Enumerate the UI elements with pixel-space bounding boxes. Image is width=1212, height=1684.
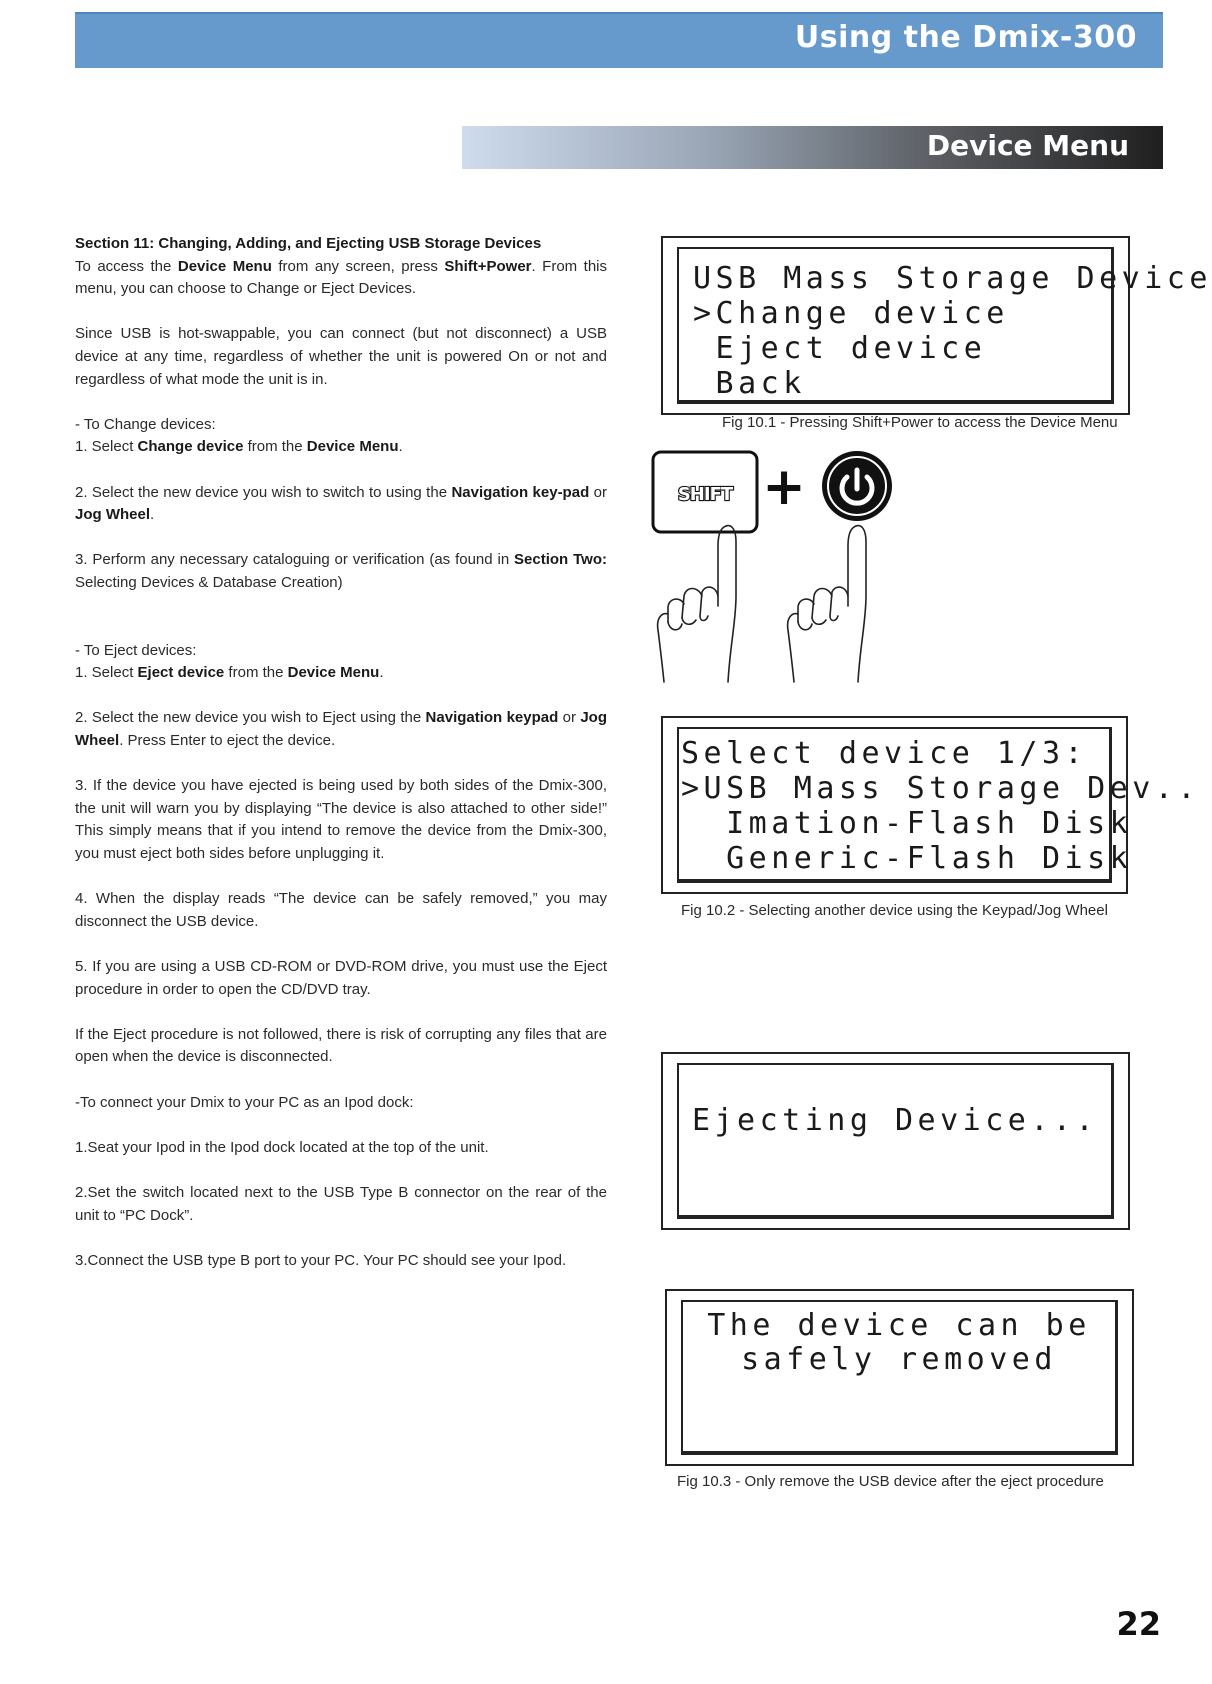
intro-paragraph: To access the Device Menu from any screen, press Shift+Power. From this menu, you can choose to Change or Eject Devices. [75,257,608,298]
page-number: 22 [1116,1605,1161,1643]
lcd-line: The device can be [707,1308,1091,1343]
power-button-icon [822,451,892,521]
lcd-safely-removed-screen [681,1300,1118,1455]
body-text [75,233,607,1272]
lcd-device-menu [661,236,1212,415]
eject-step-1: 1. Select Eject device from the Device Menu. [75,664,384,682]
lcd-line: safely removed [741,1342,1057,1377]
left-hand-icon [658,526,736,682]
shift-power-illustration [650,446,910,686]
change-step-3: 3. Perform any necessary cataloguing or verification (as found in Section Two: Selecting Devices & Database Creation) [75,551,607,591]
lcd-ejecting [661,1052,1130,1230]
lcd-line: Back [693,366,806,401]
eject-step-5: 5. If you are using a USB CD-ROM or DVD-ROM drive, you must use the Eject procedure in order to open the CD/DVD tray. [75,958,607,998]
lcd-select-device [661,716,1200,894]
change-heading: - To Change devices: [75,415,216,433]
shift-key-label: SHIFT [677,484,733,505]
ipod-step-3: 3.Connect the USB type B port to your PC. Your PC should see your Ipod. [75,1251,567,1269]
lcd-line: USB Mass Storage Device [693,261,1212,296]
section-heading: Section 11: Changing, Adding, and Ejecting USB Storage Devices [75,235,542,252]
right-hand-icon [788,526,866,682]
plus-sign: + [762,457,806,517]
lcd-line: >Change device [693,296,1009,331]
fig-10-1-caption: Fig 10.1 - Pressing Shift+Power to access the Device Menu [722,414,1118,431]
lcd-ejecting-screen [677,1063,1114,1219]
lcd-line: Eject device [693,331,987,366]
eject-step-2: 2. Select the new device you wish to Eject using the Navigation keypad or Jog Wheel. Press Enter to eject the device. [75,709,607,750]
fig-10-3-caption: Fig 10.3 - Only remove the USB device after the eject procedure [677,1473,1104,1490]
hotswap-paragraph: Since USB is hot-swappable, you can connect (but not disconnect) a USB device at any time, regardless of whether the unit is powered On or not and regardless of what mode the unit is in. [75,325,607,388]
lcd-safely-removed [665,1289,1134,1466]
change-step-2: 2. Select the new device you wish to switch to using the Navigation key-pad or Jog Wheel. [75,483,607,524]
eject-step-4: 4. When the display reads “The device can be safely removed,” you may disconnect the USB device. [75,890,607,930]
lcd-device-menu-screen [677,247,1212,404]
ipod-step-2: 2.Set the switch located next to the USB Type B connector on the rear of the unit to “PC Dock”. [75,1183,607,1224]
section-title: Device Menu [926,129,1129,162]
fig-10-2-caption: Fig 10.2 - Selecting another device using the Keypad/Jog Wheel [681,902,1108,919]
section-bar [462,126,1163,169]
lcd-line: Generic-Flash Disk [681,841,1133,876]
ipod-heading: -To connect your Dmix to your PC as an Ipod dock: [75,1093,414,1111]
lcd-line: Imation-Flash Disk [681,806,1133,841]
eject-heading: - To Eject devices: [75,641,197,659]
top-banner [75,12,1163,68]
eject-warning: If the Eject procedure is not followed, there is risk of corrupting any files that are open when the device is disconnected. [75,1025,607,1066]
eject-step-3: 3. If the device you have ejected is being used by both sides of the Dmix-300, the unit will warn you by displaying “The device is also attached to other side!” This simply means that if you intend to remove the device from the Dmix-300, you must eject both sides before unplugging it. [75,777,607,863]
lcd-select-device-screen [677,727,1200,883]
ipod-step-1: 1.Seat your Ipod in the Ipod dock located at the top of the unit. [75,1138,489,1156]
change-step-1: 1. Select Change device from the Device Menu. [75,438,403,456]
lcd-line: >USB Mass Storage Dev.. [681,771,1200,806]
lcd-line: Ejecting Device... [691,1103,1099,1138]
chapter-title: Using the Dmix-300 [794,20,1137,55]
lcd-line: Select device 1/3: [681,736,1088,771]
